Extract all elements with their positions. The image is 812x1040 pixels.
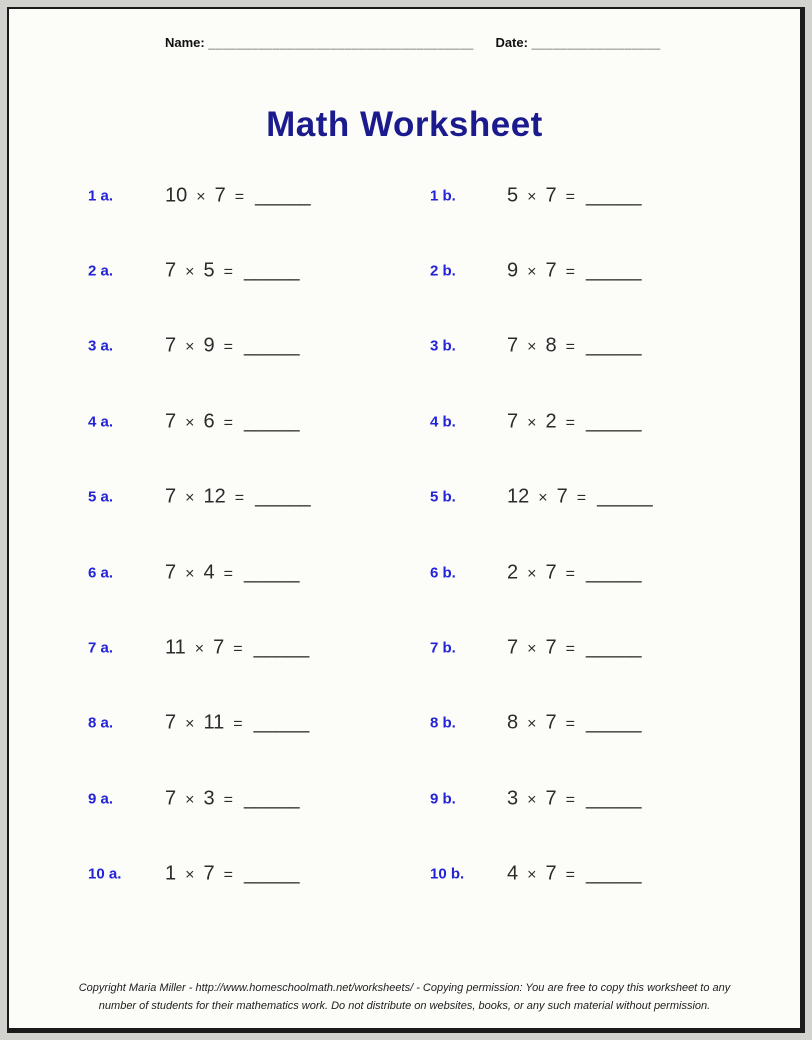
- factor: 11: [203, 711, 225, 734]
- factor: 8: [507, 711, 519, 734]
- factor: 12: [507, 485, 530, 508]
- problem-7b-label: 7 b.: [430, 639, 456, 657]
- factor: 7: [165, 561, 177, 584]
- factor: 9: [507, 259, 519, 282]
- date-line: __________________: [531, 36, 661, 50]
- problem-row: [9, 460, 800, 535]
- answer-blank: _____: [243, 410, 300, 433]
- times-symbol: ×: [527, 866, 537, 884]
- problem-2a-expression: [165, 260, 300, 283]
- equals-symbol: =: [223, 791, 233, 809]
- answer-blank: _____: [255, 485, 311, 508]
- problem-8a-label: 8 a.: [88, 714, 114, 732]
- problem-row: [9, 384, 800, 459]
- problem-row: [9, 233, 800, 308]
- problem-2b-expression: [507, 260, 642, 283]
- name-line: _____________________________________: [208, 36, 474, 50]
- factor: 8: [545, 334, 557, 357]
- answer-blank: _____: [253, 636, 310, 659]
- times-symbol: ×: [527, 791, 537, 809]
- times-symbol: ×: [185, 565, 195, 583]
- factor: 7: [556, 485, 568, 508]
- times-symbol: ×: [527, 414, 537, 432]
- problem-8b-expression: [507, 712, 642, 735]
- answer-blank: _____: [585, 334, 642, 357]
- times-symbol: ×: [185, 791, 195, 809]
- answer-blank: _____: [585, 410, 642, 433]
- factor: 2: [507, 561, 519, 584]
- answer-blank: _____: [585, 862, 642, 885]
- factor: 6: [203, 410, 215, 433]
- answer-blank: _____: [255, 184, 311, 207]
- equals-symbol: =: [233, 715, 243, 733]
- equals-symbol: =: [565, 263, 575, 281]
- header: [165, 35, 661, 50]
- equals-symbol: =: [223, 414, 233, 432]
- equals-symbol: =: [565, 188, 575, 206]
- times-symbol: ×: [185, 715, 195, 733]
- problem-4b-expression: [507, 410, 642, 433]
- problems-list: [9, 158, 800, 912]
- problem-3b-expression: [507, 335, 642, 358]
- times-symbol: ×: [527, 565, 537, 583]
- equals-symbol: =: [565, 565, 575, 583]
- footer: [9, 979, 800, 1016]
- factor: 7: [165, 787, 177, 810]
- answer-blank: _____: [253, 711, 310, 734]
- times-symbol: ×: [185, 866, 195, 884]
- times-symbol: ×: [538, 489, 548, 507]
- equals-symbol: =: [565, 791, 575, 809]
- problem-4b-label: 4 b.: [430, 413, 456, 431]
- problem-7a-expression: [165, 637, 309, 660]
- answer-blank: _____: [585, 259, 642, 282]
- factor: 7: [545, 862, 557, 885]
- times-symbol: ×: [185, 263, 195, 281]
- problem-9a-expression: [165, 787, 300, 810]
- factor: 7: [545, 636, 557, 659]
- date-label: Date:: [495, 35, 528, 50]
- equals-symbol: =: [565, 414, 575, 432]
- problem-1b-expression: [507, 184, 642, 207]
- answer-blank: _____: [243, 561, 300, 584]
- problem-6a-expression: [165, 561, 300, 584]
- factor: 7: [507, 636, 519, 659]
- problem-9b-expression: [507, 787, 642, 810]
- problem-4a-label: 4 a.: [88, 413, 114, 431]
- answer-blank: _____: [243, 334, 300, 357]
- factor: 4: [203, 561, 215, 584]
- equals-symbol: =: [223, 866, 233, 884]
- answer-blank: _____: [585, 711, 642, 734]
- problem-5a-label: 5 a.: [88, 488, 114, 506]
- problem-row: [9, 837, 800, 912]
- name-label: Name:: [165, 35, 205, 50]
- factor: 7: [165, 334, 177, 357]
- equals-symbol: =: [234, 188, 245, 206]
- answer-blank: _____: [585, 561, 642, 584]
- factor: 11: [165, 636, 186, 659]
- answer-blank: _____: [597, 485, 653, 508]
- factor: 3: [507, 787, 519, 810]
- factor: 4: [507, 862, 519, 885]
- problem-10a-label: 10 a.: [88, 865, 122, 883]
- factor: 7: [214, 184, 226, 207]
- answer-blank: _____: [585, 787, 642, 810]
- page-title: Math Worksheet: [266, 105, 543, 144]
- factor: 3: [203, 787, 215, 810]
- factor: 7: [507, 410, 519, 433]
- problem-5b-expression: [507, 486, 653, 509]
- problem-3a-label: 3 a.: [88, 337, 114, 355]
- factor: 7: [165, 485, 177, 508]
- problem-1a-label: 1 a.: [88, 187, 114, 205]
- factor: 7: [507, 334, 519, 357]
- times-symbol: ×: [185, 489, 195, 507]
- factor: 9: [203, 334, 215, 357]
- problem-row: [9, 686, 800, 761]
- times-symbol: ×: [185, 414, 195, 432]
- times-symbol: ×: [194, 640, 205, 658]
- problem-6b-label: 6 b.: [430, 564, 456, 582]
- equals-symbol: =: [234, 489, 245, 507]
- factor: 7: [545, 711, 557, 734]
- times-symbol: ×: [527, 263, 537, 281]
- equals-symbol: =: [565, 715, 575, 733]
- answer-blank: _____: [243, 862, 300, 885]
- factor: 7: [165, 410, 177, 433]
- factor: 7: [213, 636, 225, 659]
- worksheet-page: [7, 7, 805, 1033]
- equals-symbol: =: [565, 866, 575, 884]
- times-symbol: ×: [527, 188, 537, 206]
- problem-row: [9, 158, 800, 233]
- times-symbol: ×: [196, 188, 206, 206]
- problem-7b-expression: [507, 637, 642, 660]
- factor: 7: [545, 259, 557, 282]
- footer-line1: Copyright Maria Miller - http://www.homeschoolmath.net/worksheets/ - Copying permission: You are free to copy this worksheet to any: [78, 981, 731, 994]
- factor: 2: [545, 410, 557, 433]
- equals-symbol: =: [565, 338, 575, 356]
- problem-5a-expression: [165, 486, 311, 509]
- problem-10b-expression: [507, 863, 642, 886]
- problem-2a-label: 2 a.: [88, 262, 114, 280]
- problem-1b-label: 1 b.: [430, 187, 456, 205]
- problem-3a-expression: [165, 335, 300, 358]
- factor: 12: [203, 485, 226, 508]
- factor: 10: [165, 184, 188, 207]
- factor: 7: [203, 862, 215, 885]
- problem-6b-expression: [507, 561, 642, 584]
- problem-row: [9, 309, 800, 384]
- answer-blank: _____: [585, 636, 642, 659]
- problem-4a-expression: [165, 410, 300, 433]
- problem-2b-label: 2 b.: [430, 262, 456, 280]
- equals-symbol: =: [223, 565, 233, 583]
- problem-7a-label: 7 a.: [88, 639, 114, 657]
- factor: 7: [545, 184, 557, 207]
- factor: 7: [545, 561, 557, 584]
- equals-symbol: =: [223, 263, 233, 281]
- equals-symbol: =: [576, 489, 587, 507]
- equals-symbol: =: [223, 338, 233, 356]
- times-symbol: ×: [185, 338, 195, 356]
- times-symbol: ×: [527, 338, 537, 356]
- problem-10a-expression: [165, 863, 300, 886]
- problem-9b-label: 9 b.: [430, 790, 456, 808]
- footer-line2: number of students for their mathematics work. Do not distribute on websites, books, or any such material without permission.: [98, 1000, 711, 1013]
- problem-6a-label: 6 a.: [88, 564, 114, 582]
- factor: 5: [203, 259, 215, 282]
- problem-8b-label: 8 b.: [430, 714, 456, 732]
- answer-blank: _____: [243, 259, 300, 282]
- answer-blank: _____: [585, 184, 642, 207]
- problem-9a-label: 9 a.: [88, 790, 114, 808]
- equals-symbol: =: [565, 640, 575, 658]
- problem-8a-expression: [165, 712, 309, 735]
- times-symbol: ×: [527, 640, 537, 658]
- answer-blank: _____: [243, 787, 300, 810]
- problem-5b-label: 5 b.: [430, 488, 456, 506]
- problem-row: [9, 535, 800, 610]
- problem-10b-label: 10 b.: [430, 865, 465, 883]
- factor: 1: [165, 862, 177, 885]
- problem-row: [9, 761, 800, 836]
- problem-3b-label: 3 b.: [430, 337, 456, 355]
- equals-symbol: =: [233, 640, 243, 658]
- factor: 5: [507, 184, 519, 207]
- factor: 7: [545, 787, 557, 810]
- problem-1a-expression: [165, 184, 311, 207]
- factor: 7: [165, 711, 177, 734]
- times-symbol: ×: [527, 715, 537, 733]
- factor: 7: [165, 259, 177, 282]
- problem-row: [9, 610, 800, 685]
